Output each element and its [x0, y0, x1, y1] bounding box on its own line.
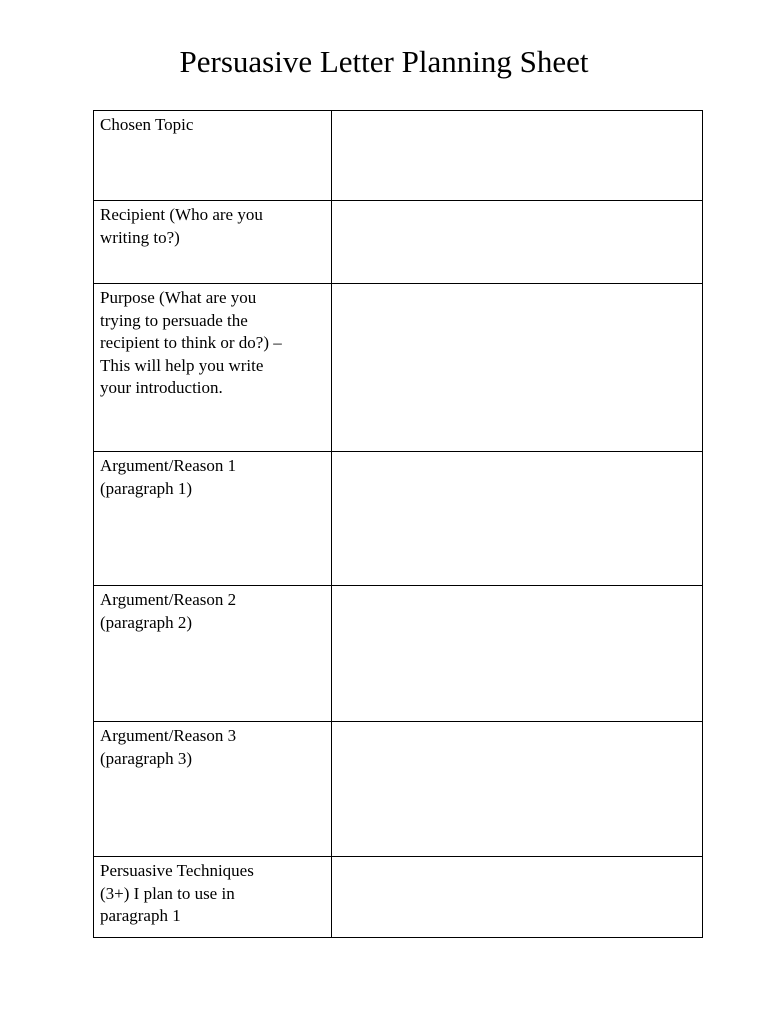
row-label-argument-2: Argument/Reason 2 (paragraph 2)	[100, 590, 237, 632]
table-row-persuasive-techniques	[94, 857, 703, 938]
answer-cell-argument-1[interactable]	[332, 452, 703, 586]
label-cell	[94, 284, 332, 452]
answer-cell-persuasive-techniques[interactable]	[332, 857, 703, 938]
table-row-purpose	[94, 284, 703, 452]
page-title: Persuasive Letter Planning Sheet	[179, 44, 589, 79]
row-label-argument-1: Argument/Reason 1 (paragraph 1)	[100, 456, 237, 498]
table-row-chosen-topic	[94, 111, 703, 201]
label-cell	[94, 722, 332, 857]
label-cell	[94, 452, 332, 586]
planning-table	[93, 110, 703, 938]
row-label-argument-3: Argument/Reason 3 (paragraph 3)	[100, 726, 237, 768]
label-cell	[94, 111, 332, 201]
row-label-chosen-topic: Chosen Topic	[100, 115, 194, 134]
table-row-argument-3	[94, 722, 703, 857]
answer-cell-argument-2[interactable]	[332, 586, 703, 722]
row-label-purpose: Purpose (What are you trying to persuade the recipient to think or do?) – This will help you write your introduction.	[100, 288, 282, 397]
table-row-recipient	[94, 201, 703, 284]
label-cell	[94, 857, 332, 938]
answer-cell-purpose[interactable]	[332, 284, 703, 452]
answer-cell-argument-3[interactable]	[332, 722, 703, 857]
answer-cell-chosen-topic[interactable]	[332, 111, 703, 201]
table-row-argument-2	[94, 586, 703, 722]
row-label-persuasive-techniques: Persuasive Techniques (3+) I plan to use in paragraph 1	[100, 861, 254, 925]
label-cell	[94, 201, 332, 284]
label-cell	[94, 586, 332, 722]
table-row-argument-1	[94, 452, 703, 586]
answer-cell-recipient[interactable]	[332, 201, 703, 284]
row-label-recipient: Recipient (Who are you writing to?)	[100, 205, 263, 247]
